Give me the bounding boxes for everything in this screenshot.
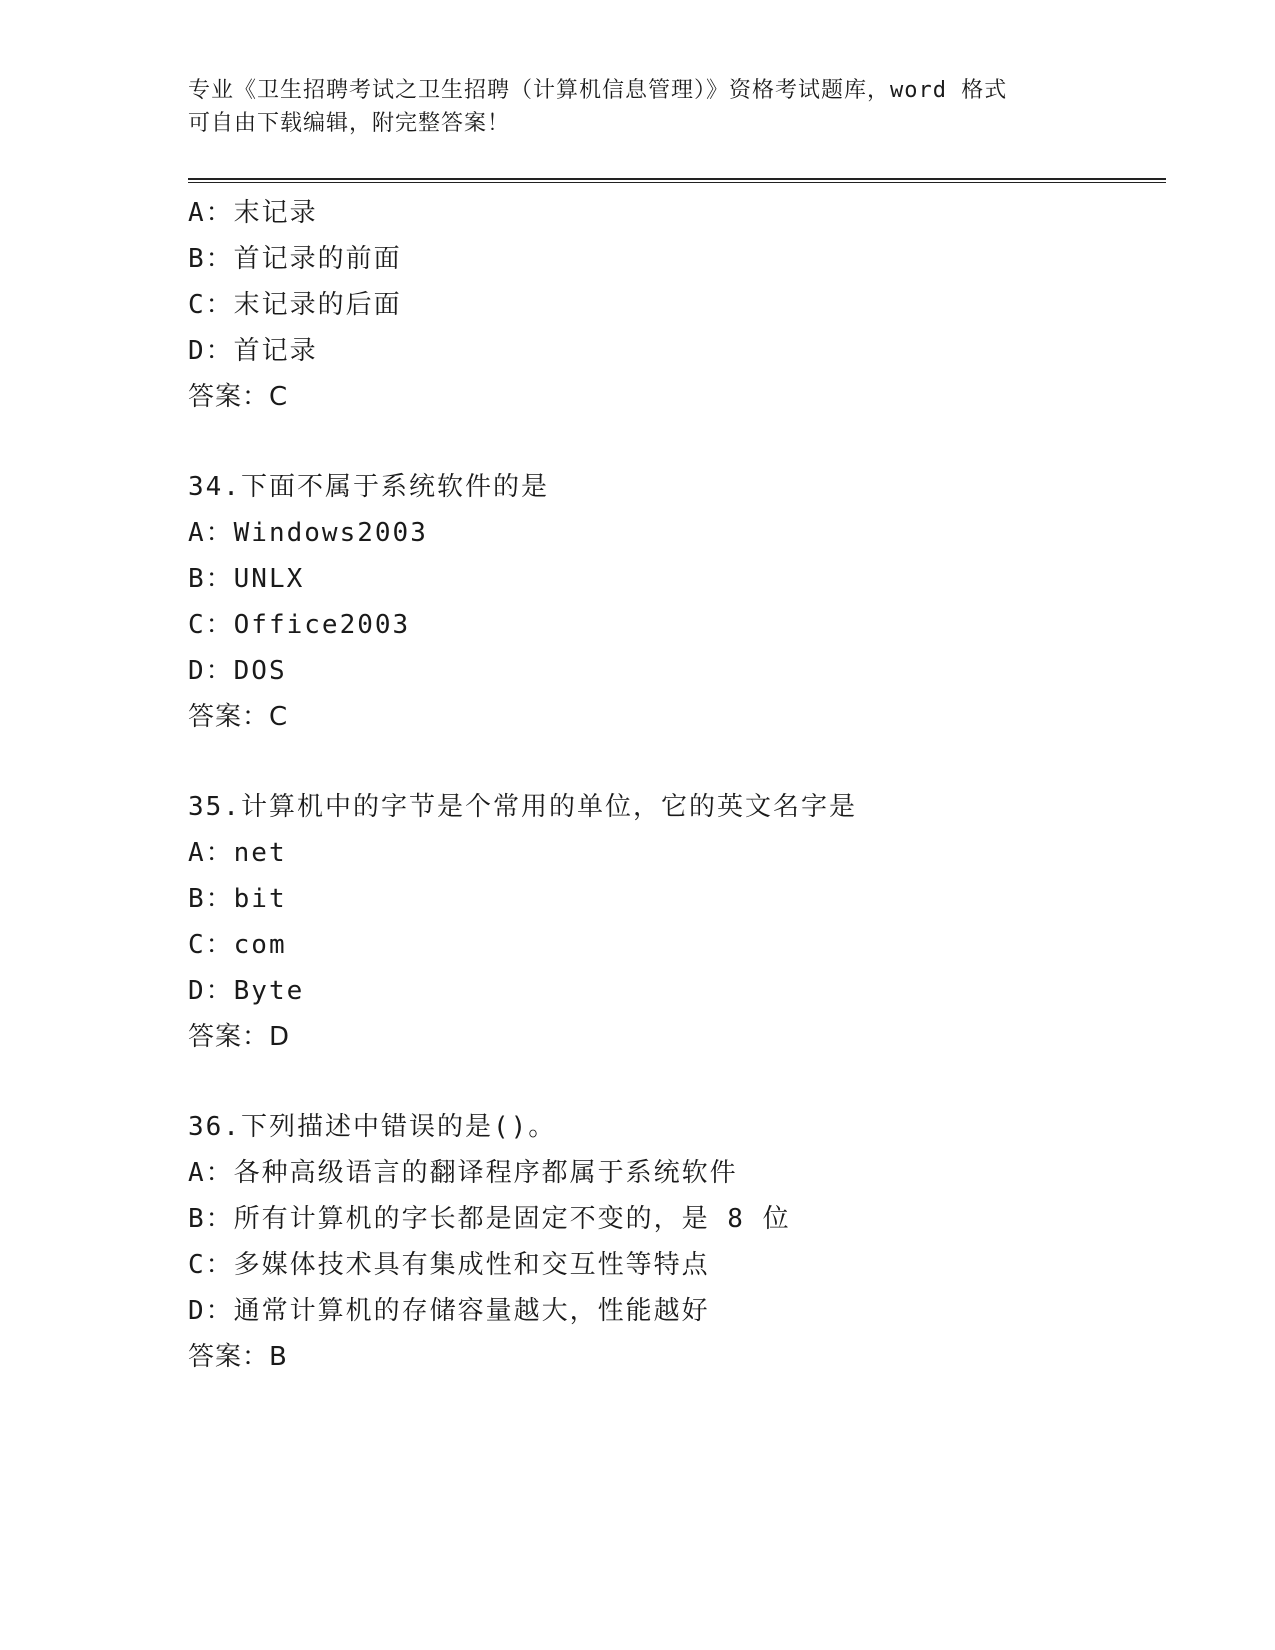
option-d: D：通常计算机的存储容量越大，性能越好 — [188, 1296, 710, 1326]
answer-line: 答案：C — [188, 702, 289, 732]
header-line-1: 专业《卫生招聘考试之卫生招聘（计算机信息管理）》资格考试题库，word 格式 — [188, 78, 1008, 103]
option-b: B：UNLX — [188, 564, 305, 594]
question-title: 34.下面不属于系统软件的是 — [188, 472, 549, 502]
option-c: C：末记录的后面 — [188, 290, 402, 320]
question-title: 36.下列描述中错误的是()。 — [188, 1112, 557, 1142]
answer-line: 答案：D — [188, 1022, 291, 1052]
option-c: C：多媒体技术具有集成性和交互性等特点 — [188, 1250, 710, 1280]
answer-line: 答案：B — [188, 1342, 288, 1372]
question-block-34 — [188, 464, 1166, 740]
answer-line: 答案：C — [188, 382, 289, 412]
question-list — [188, 190, 1166, 1380]
option-b: B：bit — [188, 884, 287, 914]
option-a: A：Windows2003 — [188, 518, 428, 548]
option-b: B：首记录的前面 — [188, 244, 402, 274]
header-line-2: 可自由下载编辑，附完整答案！ — [188, 111, 511, 136]
question-block-prev — [188, 190, 1166, 420]
document-header — [188, 74, 1088, 140]
option-d: D：首记录 — [188, 336, 318, 366]
option-a: A：net — [188, 838, 287, 868]
option-c: C：com — [188, 930, 287, 960]
option-d: D：Byte — [188, 976, 305, 1006]
option-c: C：Office2003 — [188, 610, 411, 640]
option-b: B：所有计算机的字长都是固定不变的，是 8 位 — [188, 1204, 791, 1234]
question-block-36 — [188, 1104, 1166, 1380]
question-block-35 — [188, 784, 1166, 1060]
option-a: A：各种高级语言的翻译程序都属于系统软件 — [188, 1158, 738, 1188]
question-title: 35.计算机中的字节是个常用的单位，它的英文名字是 — [188, 792, 857, 822]
option-d: D：DOS — [188, 656, 287, 686]
option-a: A：末记录 — [188, 198, 318, 228]
header-divider — [188, 178, 1166, 183]
